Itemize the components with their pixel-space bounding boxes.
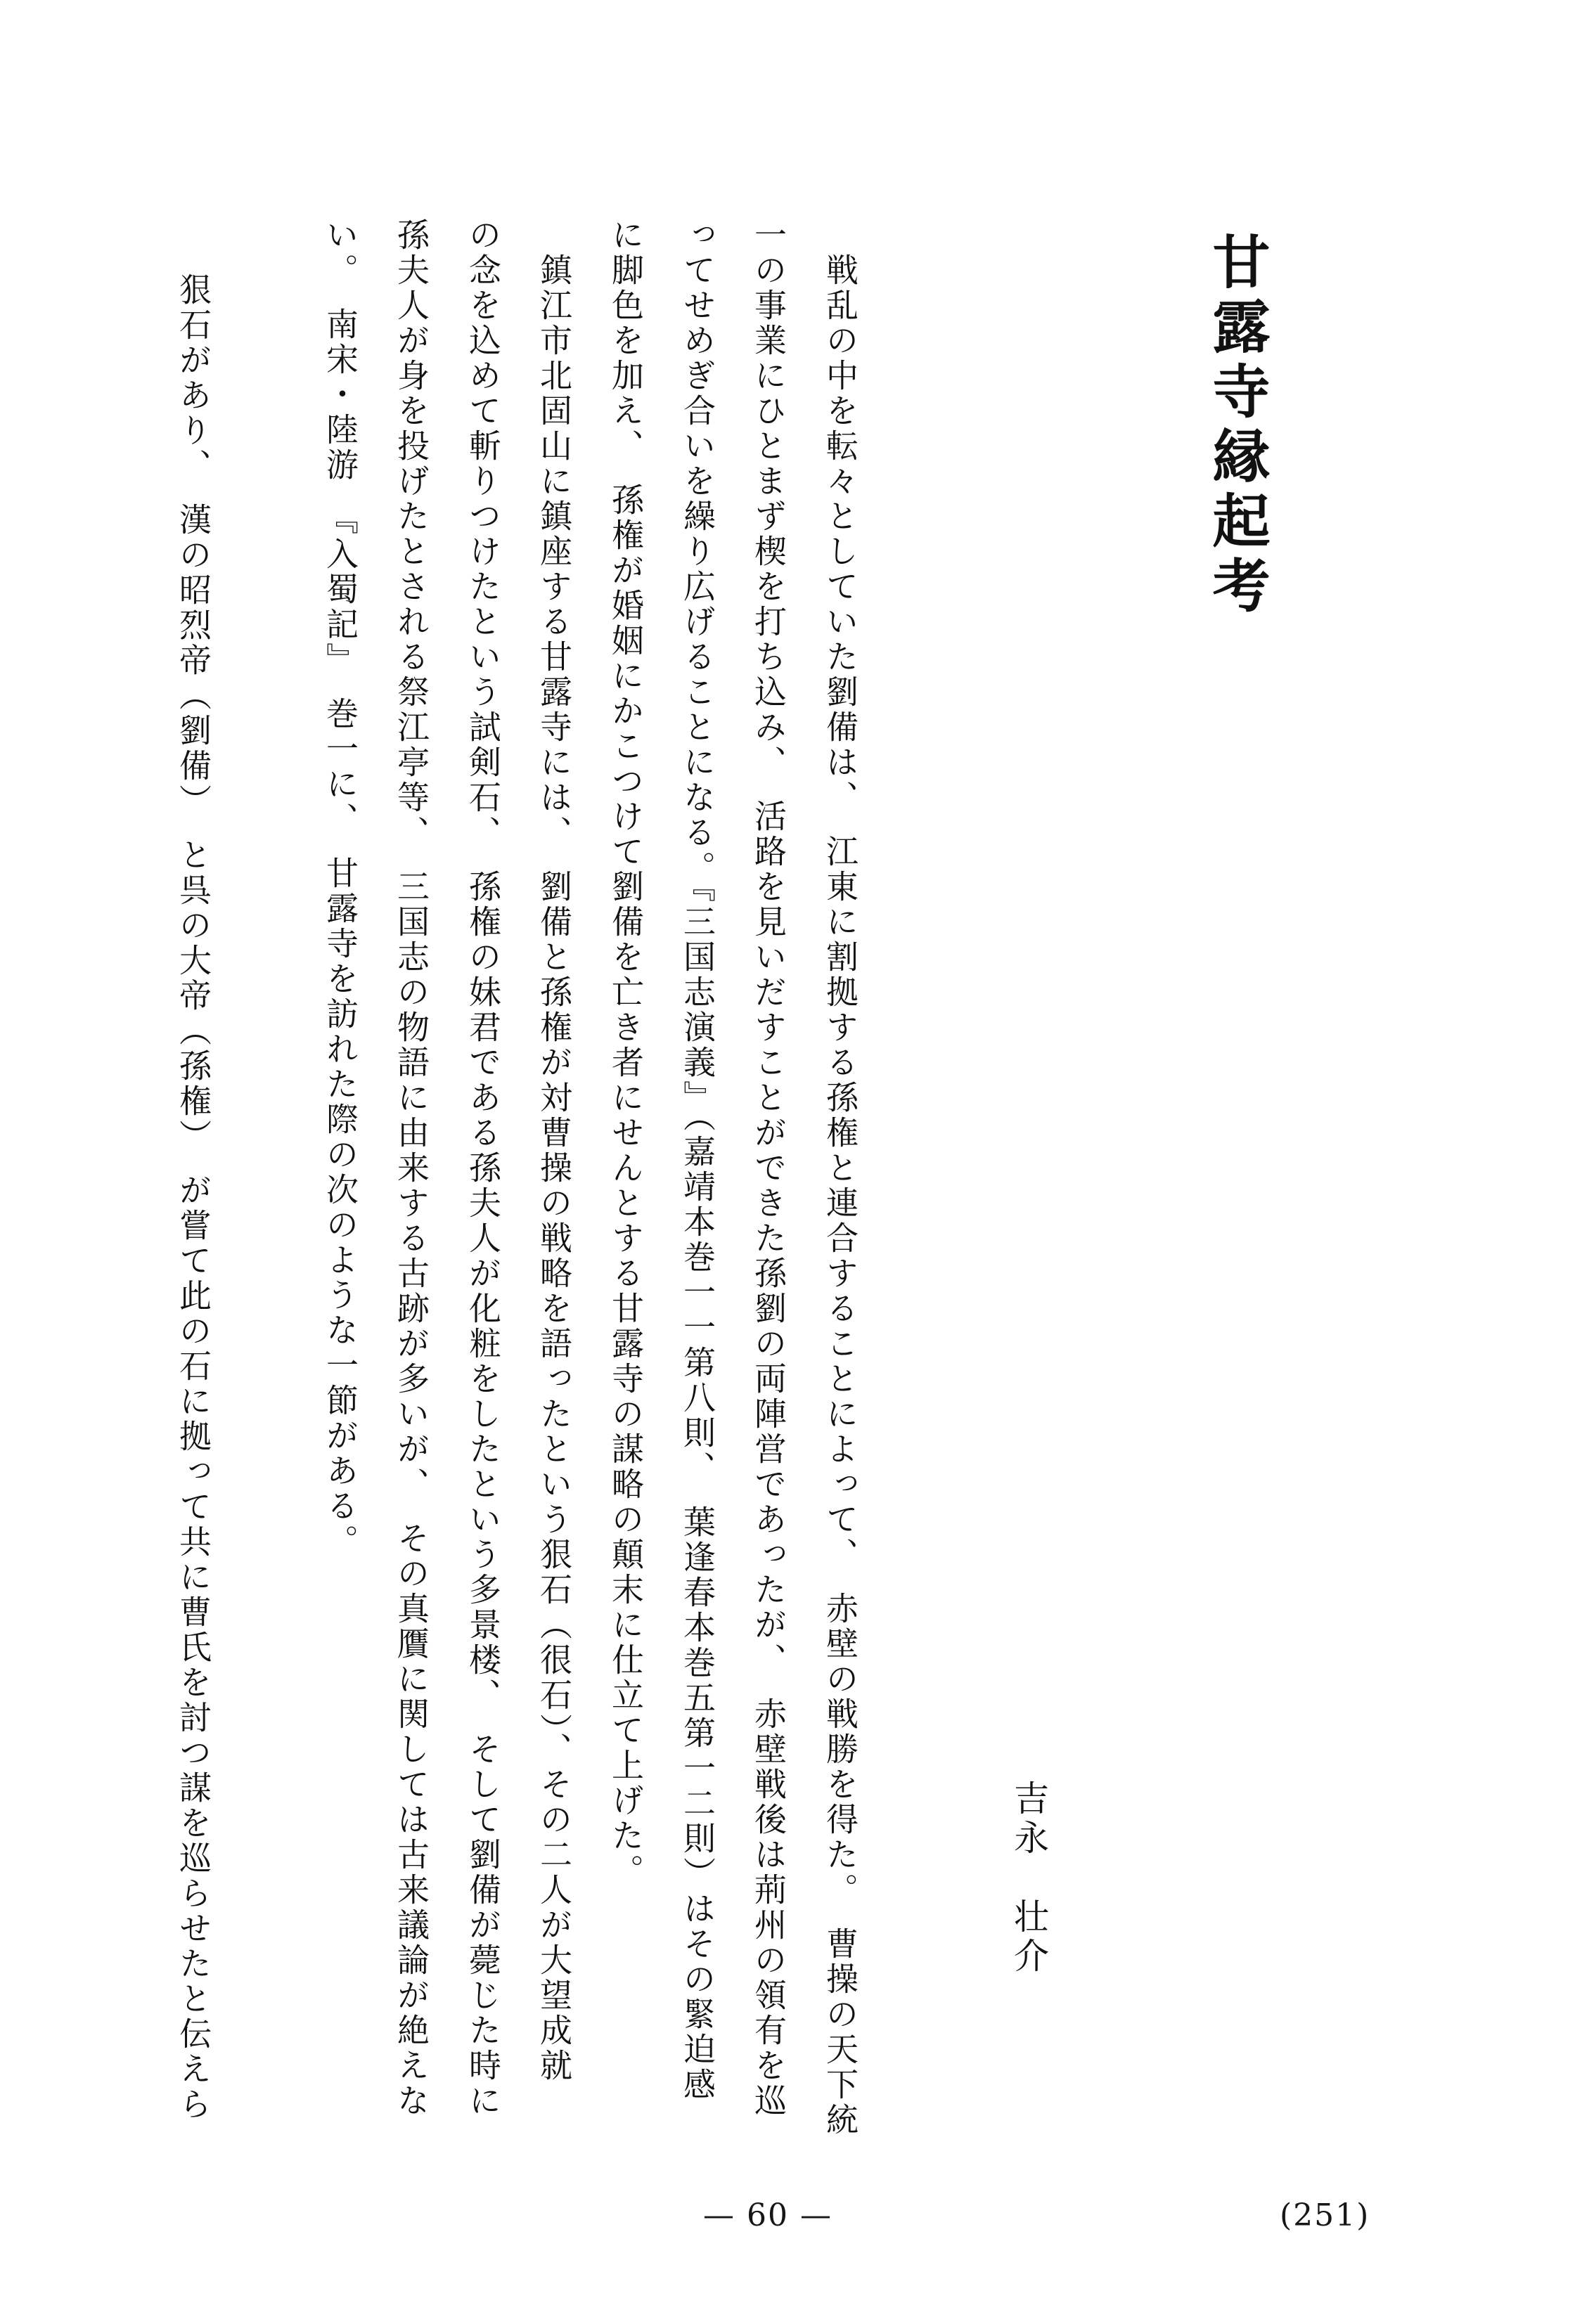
text-column-6: の念を込めて斬りつけたという試剣石、 孫権の妹君である孫夫人が化粧をしたという多景楼、 そして劉備が薨じた時に [464, 218, 502, 2119]
page-number: — 60 — [703, 2197, 832, 2233]
text-column-9: 狠石があり、 漢の昭烈帝（劉備） と呉の大帝（孫権） が嘗て此の石に拠って共に曹氏を討つ謀を巡らせたと伝えら [174, 273, 212, 2122]
author-name: 吉永 壮介 [1008, 1780, 1049, 1977]
text-column-7: 孫夫人が身を投げたとされる祭江亭等、 三国志の物語に由来する古跡が多いが、 その真贋に関しては古来議論が絶えな [392, 218, 430, 2119]
text-column-2: 一の事業にひとまず楔を打ち込み、 活路を見いだすことができた孫劉の両陣営であったが、 赤壁戦後は荊州の領有を巡 [750, 218, 788, 2119]
text-column-1: 戦乱の中を転々としていた劉備は、 江東に割拠する孫権と連合することによって、 赤壁の戦勝を得た。 曹操の天下統 [821, 218, 859, 2138]
issue-number: (251) [1280, 2197, 1370, 2233]
text-column-3: ってせめぎ合いを繰り広げることになる。『三国志演義』（嘉靖本巻一一第八則、 葉逢春本巻五第一二則）はその緊迫感 [679, 218, 716, 2103]
page-title: 甘露寺縁起考 [1203, 232, 1271, 620]
text-column-8: い。 南宋・陸游 『入蜀記』 巻一に、 甘露寺を訪れた際の次のような一節がある。 [321, 218, 359, 1559]
text-column-4: に脚色を加え、 孫権が婚姻にかこつけて劉備を亡き者にせんとする甘露寺の謀略の顛末に仕立て上げた。 [607, 218, 645, 1889]
text-column-5: 鎮江市北固山に鎮座する甘露寺には、 劉備と孫権が対曹操の戦略を語ったという狠石（很石）、その二人が大望成就 [535, 218, 573, 2084]
